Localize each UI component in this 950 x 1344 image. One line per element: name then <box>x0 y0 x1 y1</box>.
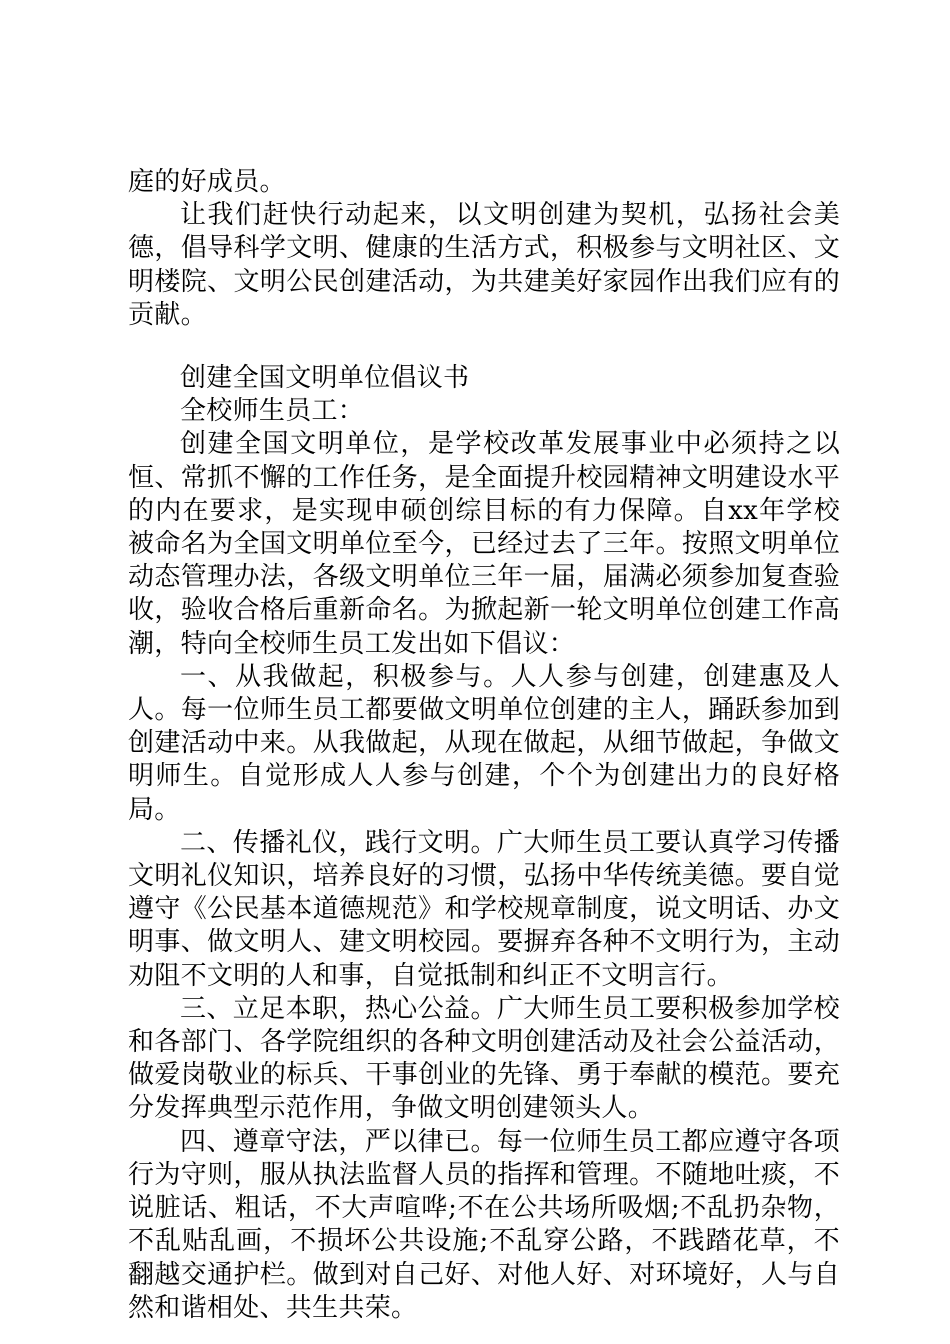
body-paragraph-1: 创建全国文明单位，是学校改革发展事业中必须持之以恒、常抓不懈的工作任务，是全面提升校园精神文明建设水平的内在要求，是实现申硕创综目标的有力保障。自xx年学校被命名为全国文明单位至今，已经过去了三年。按照文明单位动态管理办法，各级文明单位三年一届，届满必须参加复查验收，验收合格后重新命名。为掀起新一轮文明单位创建工作高潮，特向全校师生员工发出如下倡议： <box>128 429 840 659</box>
body-paragraph-4: 三、立足本职，热心公益。广大师生员工要积极参加学校和各部门、各学院组织的各种文明创建活动及社会公益活动，做爱岗敬业的标兵、干事创业的先锋、勇于奉献的模范。要充分发挥典型示范作用，争做文明创建领头人。 <box>128 993 840 1124</box>
body-paragraph-3: 二、传播礼仪，践行文明。广大师生员工要认真学习传播文明礼仪知识，培养良好的习惯，弘扬中华传统美德。要自觉遵守《公民基本道德规范》和学校规章制度，说文明话、办文明事、做文明人、建文明校园。要摒弃各种不文明行为，主动劝阻不文明的人和事，自觉抵制和纠正不文明言行。 <box>128 827 840 991</box>
intro-paragraph-1: 庭的好成员。 <box>128 167 286 197</box>
body-paragraph-2: 一、从我做起，积极参与。人人参与创建，创建惠及人人。每一位师生员工都要做文明单位创建的主人，踊跃参加到创建活动中来。从我做起，从现在做起，从细节做起，争做文明师生。自觉形成人人参与创建，个个为创建出力的良好格局。 <box>128 661 840 825</box>
body-paragraph-5: 四、遵章守法，严以律已。每一位师生员工都应遵守各项行为守则，服从执法监督人员的指挥和管理。不随地吐痰，不说脏话、粗话，不大声喧哗;不在公共场所吸烟;不乱扔杂物，不乱贴乱画，不损坏公共设施;不乱穿公路，不践踏花草，不翻越交通护栏。做到对自己好、对他人好、对环境好，人与自然和谐相处、共生共荣。 <box>128 1126 840 1323</box>
intro-paragraph-2: 让我们赶快行动起来，以文明创建为契机，弘扬社会美德，倡导科学文明、健康的生活方式，积极参与文明社区、文明楼院、文明公民创建活动，为共建美好家园作出我们应有的贡献。 <box>128 200 840 330</box>
document-title: 创建全国文明单位倡议书 <box>180 363 470 394</box>
salutation: 全校师生员工： <box>180 396 365 427</box>
document-body <box>128 166 840 1325</box>
